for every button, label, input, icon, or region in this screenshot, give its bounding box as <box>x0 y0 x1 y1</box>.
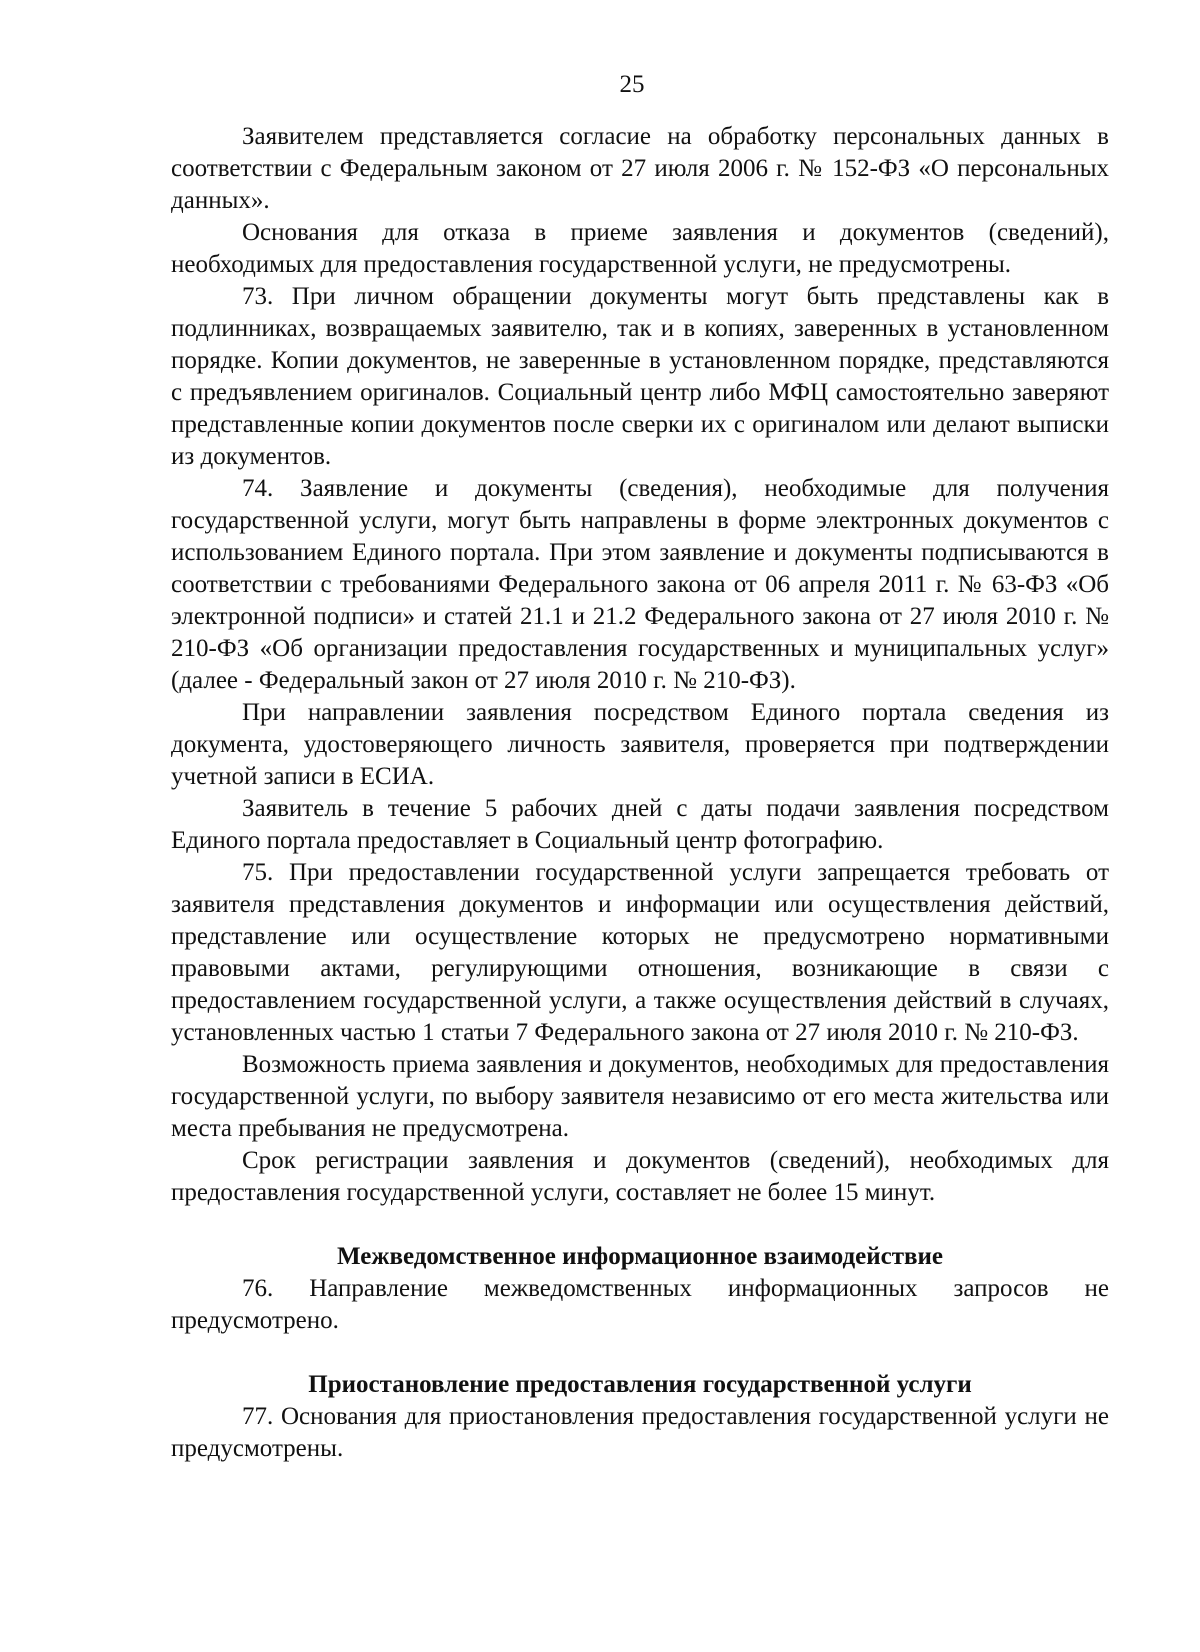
paragraph-77: 77. Основания для приостановления предоставления государственной услуги не предусмотрены. <box>171 1403 1109 1462</box>
paragraph-registration-term: Срок регистрации заявления и документов (сведений), необходимых для предоставления государственной услуги, составляет не более 15 минут. <box>171 1147 1109 1206</box>
section-heading-interagency: Межведомственное информационное взаимодействие <box>337 1243 943 1270</box>
page-number: 25 <box>619 71 645 98</box>
paragraph-76: 76. Направление межведомственных информационных запросов не предусмотрено. <box>171 1275 1109 1334</box>
paragraph-place-of-residence: Возможность приема заявления и документов, необходимых для предоставления государственной услуги, по выбору заявителя независимо от его места жительства или места пребывания не предусмотрена. <box>171 1051 1109 1142</box>
section-heading-suspension: Приостановление предоставления государственной услуги <box>308 1371 972 1398</box>
paragraph-photo: Заявитель в течение 5 рабочих дней с даты подачи заявления посредством Единого портала предоставляет в Социальный центр фотографию. <box>171 795 1109 854</box>
paragraph-refusal-grounds: Основания для отказа в приеме заявления и документов (сведений), необходимых для предоставления государственной услуги, не предусмотрены. <box>171 219 1109 278</box>
paragraph-73: 73. При личном обращении документы могут быть представлены как в подлинниках, возвращаемых заявителю, так и в копиях, заверенных в установленном порядке. Копии документов, не заверенные в установленном порядке, представляются с предъявлением оригиналов. Социальный центр либо МФЦ самостоятельно заверяют представленные копии документов после сверки их с оригиналом или делают выписки из документов. <box>171 283 1109 470</box>
paragraph-portal-check: При направлении заявления посредством Единого портала сведения из документа, удостоверяющего личность заявителя, проверяется при подтверждении учетной записи в ЕСИА. <box>171 699 1109 790</box>
document-body <box>171 121 1109 1465</box>
paragraph-74: 74. Заявление и документы (сведения), необходимые для получения государственной услуги, могут быть направлены в форме электронных документов с использованием Единого портала. При этом заявление и документы подписываются в соответствии с требованиями Федерального закона от 06 апреля 2011 г. № 63-ФЗ «Об электронной подписи» и статей 21.1 и 21.2 Федерального закона от 27 июля 2010 г. № 210-ФЗ «Об организации предоставления государственных и муниципальных услуг» (далее - Федеральный закон от 27 июля 2010 г. № 210-ФЗ). <box>171 475 1109 694</box>
paragraph-consent: Заявителем представляется согласие на обработку персональных данных в соответствии с Федеральным законом от 27 июля 2006 г. № 152-ФЗ «О персональных данных». <box>171 123 1109 214</box>
paragraph-75: 75. При предоставлении государственной услуги запрещается требовать от заявителя представления документов и информации или осуществления действий, представление или осуществление которых не предусмотрено нормативными правовыми актами, регулирующими отношения, возникающие в связи с предоставлением государственной услуги, а также осуществления действий в случаях, установленных частью 1 статьи 7 Федерального закона от 27 июля 2010 г. № 210-ФЗ. <box>171 859 1109 1046</box>
